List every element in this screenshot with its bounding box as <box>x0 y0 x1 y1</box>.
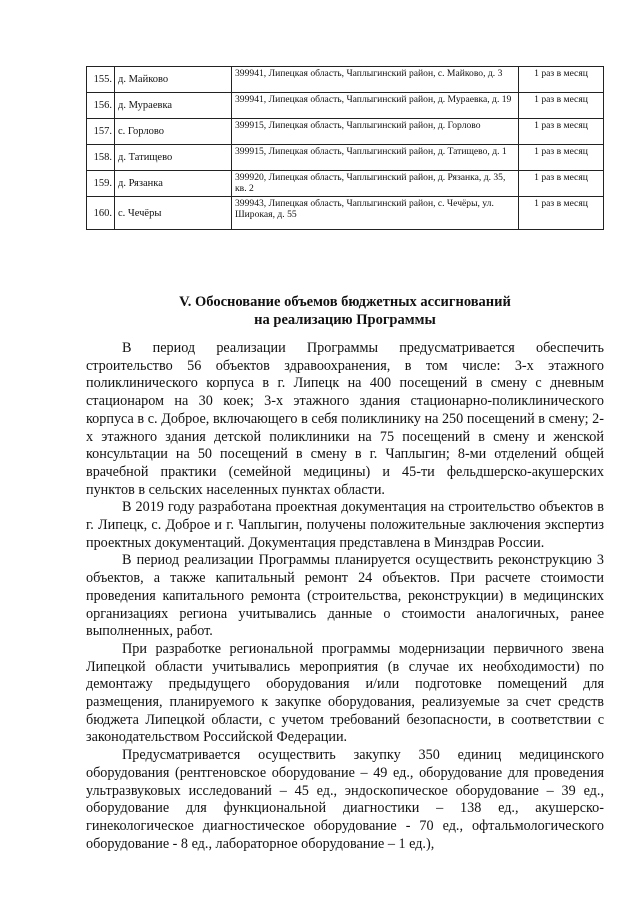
row-number: 158. <box>87 145 115 171</box>
address-cell: 399943, Липецкая область, Чаплыгинский район, с. Чечёры, ул. Широкая, д. 55 <box>232 197 519 230</box>
frequency-cell: 1 раз в месяц <box>519 145 604 171</box>
address-cell: 399941, Липецкая область, Чаплыгинский район, с. Майково, д. 3 <box>232 67 519 93</box>
table-row <box>87 145 604 171</box>
section-heading <box>86 293 604 329</box>
address-cell: 399920, Липецкая область, Чаплыгинский район, д. Рязанка, д. 35, кв. 2 <box>232 171 519 197</box>
settlement-name: с. Горлово <box>115 119 232 145</box>
settlement-name: д. Мураевка <box>115 93 232 119</box>
paragraph: При разработке региональной программы модернизации первичного звена Липецкой области учитывались мероприятия (в случае их необходимости) по демонтажу предыдущего оборудования и/или подготовке помещений для размещения, планируемого к закупке оборудования, реализуемые за счет средств бюджета Липецкой области, с учетом требований безопасности, в соответствии с законодательством Российской Федерации. <box>86 640 604 746</box>
table-row <box>87 67 604 93</box>
frequency-cell: 1 раз в месяц <box>519 93 604 119</box>
address-cell: 399915, Липецкая область, Чаплыгинский район, д. Татищево, д. 1 <box>232 145 519 171</box>
row-number: 159. <box>87 171 115 197</box>
frequency-cell: 1 раз в месяц <box>519 171 604 197</box>
settlement-name: д. Майково <box>115 67 232 93</box>
table-row <box>87 171 604 197</box>
paragraph: В период реализации Программы предусматривается обеспечить строительство 56 объектов здравоохранения, в том числе: 3-х этажного поликлинического корпуса в г. Липецк на 400 посещений в смену с дневным стационаром на 30 коек; 3-х этажного здания стационарно-поликлинического корпуса в с. Доброе, включающего в себя поликлинику на 250 посещений в смену; 2-х этажного здания детской поликлиники на 75 посещений в смену и женской консультации на 50 посещений в смену в г. Чаплыгин; 8-ми отделений общей врачебной практики (семейной медицины) и 45-ти фельдшерско-акушерских пунктов в сельских населенных пунктах области. <box>86 340 604 498</box>
row-number: 160. <box>87 197 115 230</box>
row-number: 155. <box>87 67 115 93</box>
frequency-cell: 1 раз в месяц <box>519 119 604 145</box>
frequency-cell: 1 раз в месяц <box>519 197 604 230</box>
paragraph: Предусматривается осуществить закупку 350 единиц медицинского оборудования (рентгеновское оборудование – 49 ед., оборудование для проведения ультразвуковых исследований – 45 ед., эндоскопическое оборудование – 39 ед., оборудование для функциональной диагностики – 138 ед., акушерско-гинекологическое диагностическое оборудование - 70 ед., офтальмологического оборудование - 8 ед., лабораторное оборудование – 1 ед.), <box>86 747 604 852</box>
frequency-cell: 1 раз в месяц <box>519 67 604 93</box>
locations-table <box>86 66 604 230</box>
table-row <box>87 197 604 230</box>
section-title-line-1: V. Обоснование объемов бюджетных ассигнований <box>179 294 511 310</box>
address-cell: 399915, Липецкая область, Чаплыгинский район, д. Горлово <box>232 119 519 145</box>
table-row <box>87 93 604 119</box>
row-number: 156. <box>87 93 115 119</box>
address-cell: 399941, Липецкая область, Чаплыгинский район, д. Мураевка, д. 19 <box>232 93 519 119</box>
section-title-line-2: на реализацию Программы <box>254 312 436 328</box>
settlement-name: д. Рязанка <box>115 171 232 197</box>
table-row <box>87 119 604 145</box>
paragraph: В период реализации Программы планируется осуществить реконструкцию 3 объектов, а также капитальный ремонт 24 объектов. При расчете стоимости проведения капитального ремонта (строительства, реконструкции) в медицинских организациях региона учитывались данные о стоимости аналогичных, ранее выполненных, работ. <box>86 552 604 640</box>
section-body <box>86 340 604 853</box>
settlement-name: д. Татищево <box>115 145 232 171</box>
row-number: 157. <box>87 119 115 145</box>
paragraph: В 2019 году разработана проектная документация на строительство объектов в г. Липецк, с. Доброе и г. Чаплыгин, получены положительные заключения экспертиз проектных документаций. Документация представлена в Минздрав России. <box>86 499 604 551</box>
settlement-name: с. Чечёры <box>115 197 232 230</box>
